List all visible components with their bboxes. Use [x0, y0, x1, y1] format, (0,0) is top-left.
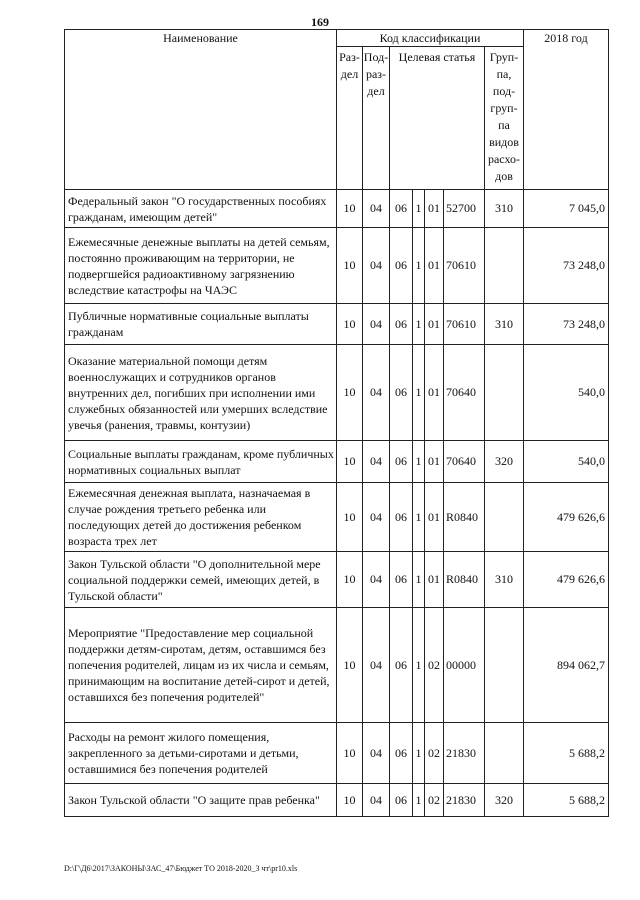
header-section: Раз- дел [337, 47, 363, 190]
row-code-program: 06 [390, 483, 413, 552]
row-expense-group [485, 228, 524, 304]
row-code-event: 01 [425, 441, 444, 483]
row-code-subprogram: 1 [413, 552, 425, 608]
header-year: 2018 год [524, 30, 609, 190]
row-expense-group: 310 [485, 552, 524, 608]
row-code-event: 01 [425, 552, 444, 608]
row-razdel: 10 [337, 345, 363, 441]
row-amount: 73 248,0 [524, 304, 609, 345]
row-amount: 540,0 [524, 441, 609, 483]
table-row [65, 483, 609, 552]
row-podrazdel: 04 [363, 608, 390, 723]
row-code-direction: 70640 [444, 441, 485, 483]
row-amount: 479 626,6 [524, 483, 609, 552]
footer-file-path: D:\Г\Д6\2017\ЗАКОНЫ\ЗАС_47\Бюджет ТО 2018-2020_3 чт\pr10.xls [64, 864, 298, 873]
row-code-direction: 70640 [444, 345, 485, 441]
row-razdel: 10 [337, 552, 363, 608]
table-body [65, 190, 609, 817]
row-expense-group: 310 [485, 190, 524, 228]
row-code-event: 01 [425, 304, 444, 345]
header-classification: Код классификации [337, 30, 524, 47]
row-code-program: 06 [390, 784, 413, 817]
table-row [65, 228, 609, 304]
table-row [65, 345, 609, 441]
row-expense-group: 310 [485, 304, 524, 345]
table-row [65, 304, 609, 345]
row-code-subprogram: 1 [413, 304, 425, 345]
header-expense-group: Груп- па, под- груп- па видов расхо- дов [485, 47, 524, 190]
row-amount: 540,0 [524, 345, 609, 441]
row-code-program: 06 [390, 552, 413, 608]
row-code-subprogram: 1 [413, 483, 425, 552]
row-code-subprogram: 1 [413, 784, 425, 817]
table-row [65, 784, 609, 817]
row-code-program: 06 [390, 190, 413, 228]
row-name: Оказание материальной помощи детям военнослужащих и сотрудников органов внутренних дел, погибших при исполнении ими служебных обязанностей или умерших вследствие увечья (ранения, травмы, контузии) [65, 345, 337, 441]
row-razdel: 10 [337, 304, 363, 345]
row-podrazdel: 04 [363, 552, 390, 608]
row-podrazdel: 04 [363, 441, 390, 483]
row-amount: 73 248,0 [524, 228, 609, 304]
row-podrazdel: 04 [363, 723, 390, 784]
row-code-event: 01 [425, 190, 444, 228]
row-code-event: 01 [425, 228, 444, 304]
row-code-subprogram: 1 [413, 441, 425, 483]
row-code-direction: 21830 [444, 723, 485, 784]
row-code-program: 06 [390, 345, 413, 441]
row-name: Закон Тульской области "О защите прав ребенка" [65, 784, 337, 817]
row-expense-group: 320 [485, 441, 524, 483]
table-row [65, 552, 609, 608]
row-expense-group [485, 483, 524, 552]
header-name: Наименование [65, 30, 337, 190]
row-razdel: 10 [337, 190, 363, 228]
header-row-1 [65, 30, 609, 47]
row-name: Ежемесячная денежная выплата, назначаемая в случае рождения третьего ребенка или последующих детей до достижения ребенком возраста трех лет [65, 483, 337, 552]
page-number: 169 [311, 15, 329, 29]
row-code-program: 06 [390, 441, 413, 483]
row-expense-group [485, 723, 524, 784]
row-name: Закон Тульской области "О дополнительной мере социальной поддержки семей, имеющих детей, в Тульской области" [65, 552, 337, 608]
table-row [65, 441, 609, 483]
budget-table [64, 29, 609, 817]
row-podrazdel: 04 [363, 345, 390, 441]
row-code-program: 06 [390, 228, 413, 304]
row-code-event: 02 [425, 723, 444, 784]
header-target-article: Целевая статья [390, 47, 485, 190]
row-podrazdel: 04 [363, 228, 390, 304]
row-name: Публичные нормативные социальные выплаты гражданам [65, 304, 337, 345]
row-code-direction: 21830 [444, 784, 485, 817]
row-podrazdel: 04 [363, 784, 390, 817]
row-code-event: 01 [425, 345, 444, 441]
row-name: Социальные выплаты гражданам, кроме публичных нормативных социальных выплат [65, 441, 337, 483]
row-code-direction: 52700 [444, 190, 485, 228]
row-name: Федеральный закон "О государственных пособиях гражданам, имеющим детей" [65, 190, 337, 228]
row-podrazdel: 04 [363, 483, 390, 552]
row-code-subprogram: 1 [413, 228, 425, 304]
row-code-program: 06 [390, 608, 413, 723]
row-code-event: 01 [425, 483, 444, 552]
table-row [65, 190, 609, 228]
row-code-direction: R0840 [444, 552, 485, 608]
row-code-direction: 70610 [444, 304, 485, 345]
row-expense-group: 320 [485, 784, 524, 817]
row-code-subprogram: 1 [413, 190, 425, 228]
row-amount: 5 688,2 [524, 723, 609, 784]
row-code-direction: 00000 [444, 608, 485, 723]
row-code-event: 02 [425, 608, 444, 723]
row-amount: 5 688,2 [524, 784, 609, 817]
row-razdel: 10 [337, 723, 363, 784]
row-code-program: 06 [390, 723, 413, 784]
row-amount: 7 045,0 [524, 190, 609, 228]
row-code-event: 02 [425, 784, 444, 817]
row-razdel: 10 [337, 784, 363, 817]
row-name: Мероприятие "Предоставление мер социальной поддержки детям-сиротам, детям, оставшимся без попечения родителей, лицам из их числа и семьям, принимающим на воспитание детей-сирот и детей, оставшихся без попечения родителей" [65, 608, 337, 723]
row-expense-group [485, 345, 524, 441]
row-amount: 894 062,7 [524, 608, 609, 723]
row-expense-group [485, 608, 524, 723]
row-code-direction: R0840 [444, 483, 485, 552]
row-razdel: 10 [337, 441, 363, 483]
row-razdel: 10 [337, 608, 363, 723]
row-razdel: 10 [337, 483, 363, 552]
table-row [65, 723, 609, 784]
row-code-subprogram: 1 [413, 345, 425, 441]
row-name: Ежемесячные денежные выплаты на детей семьям, постоянно проживающим на территории, не подвергшейся радиоактивному загрязнению вследствие катастрофы на ЧАЭС [65, 228, 337, 304]
row-amount: 479 626,6 [524, 552, 609, 608]
row-name: Расходы на ремонт жилого помещения, закрепленного за детьми-сиротами и детьми, оставшимися без попечения родителей [65, 723, 337, 784]
row-code-subprogram: 1 [413, 608, 425, 723]
table-row [65, 608, 609, 723]
row-code-subprogram: 1 [413, 723, 425, 784]
header-subsection: Под- раз- дел [363, 47, 390, 190]
row-razdel: 10 [337, 228, 363, 304]
row-code-program: 06 [390, 304, 413, 345]
row-podrazdel: 04 [363, 190, 390, 228]
row-podrazdel: 04 [363, 304, 390, 345]
row-code-direction: 70610 [444, 228, 485, 304]
